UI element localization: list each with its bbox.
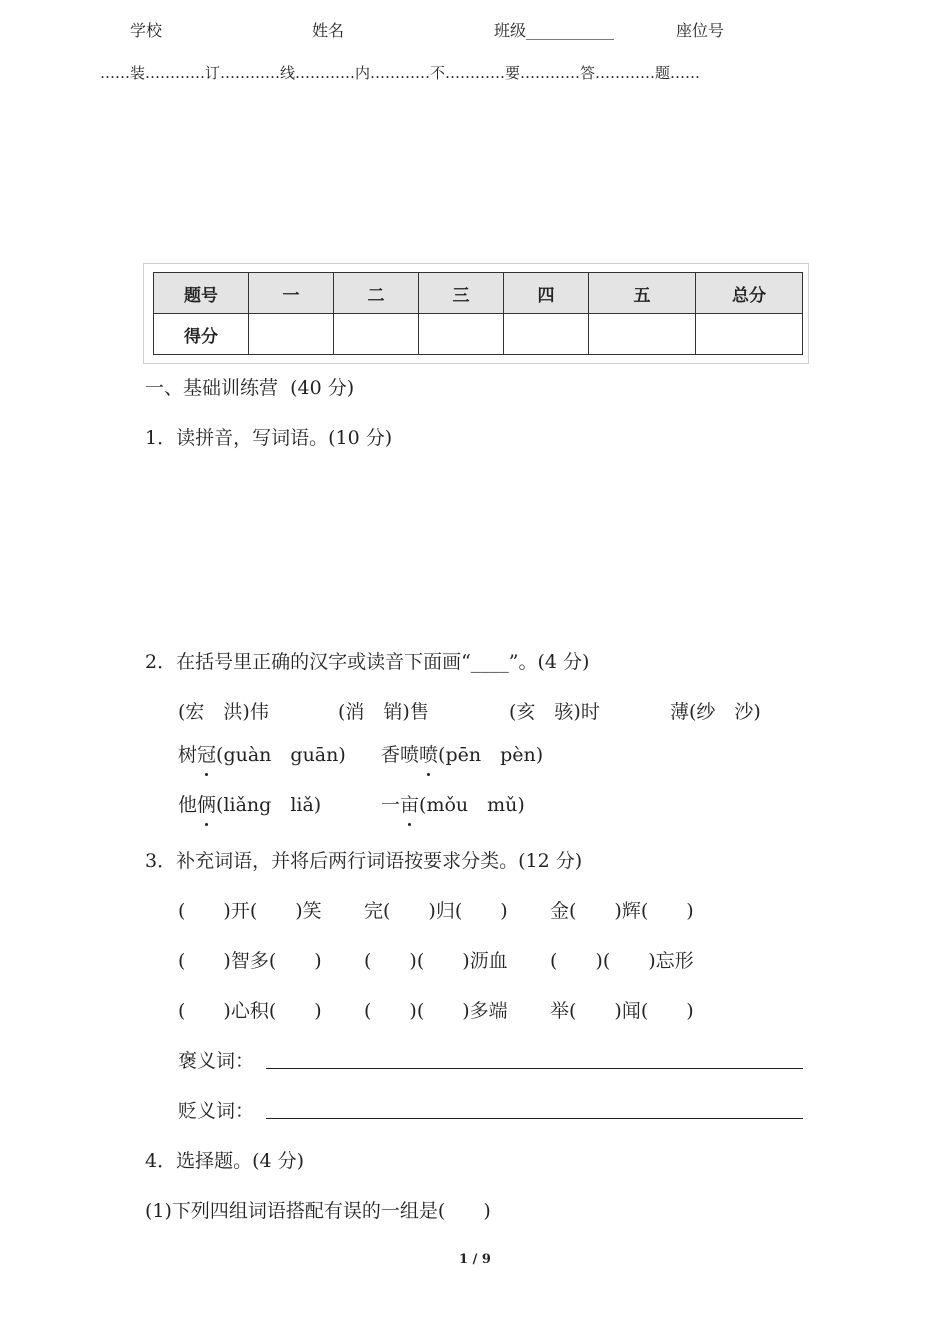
question-2: 2．在括号里正确的汉字或读音下面画“____”。(4 分): [145, 651, 590, 673]
choice-item: 薄(纱 沙): [670, 701, 761, 723]
fill-blank-item[interactable]: ( )智多( ): [178, 950, 322, 972]
score-cell[interactable]: [589, 314, 696, 355]
question-4: 4．选择题。(4 分): [145, 1150, 305, 1172]
fill-blank-item[interactable]: 举( )闻( ): [550, 1000, 694, 1022]
choice-item: (亥 骇)时: [509, 701, 600, 723]
seat-label: 座位号: [676, 21, 725, 40]
pinyin-item: 树冠(guàn guān): [178, 740, 346, 767]
derogatory-words-label: 贬义词：: [178, 1100, 255, 1122]
score-header-cell: 四: [504, 273, 589, 314]
pinyin-item: 他俩(liǎng liǎ): [178, 790, 321, 817]
score-table: [153, 272, 803, 355]
score-cell[interactable]: [419, 314, 504, 355]
fill-blank-item[interactable]: ( )( )多端: [364, 1000, 508, 1022]
score-cell[interactable]: [504, 314, 589, 355]
section-title: 一、基础训练营 (40 分): [145, 377, 355, 399]
binding-line: ……装…………订…………线…………内…………不…………要…………答…………题……: [100, 64, 701, 82]
score-cell[interactable]: [696, 314, 803, 355]
derogatory-words-answer-line[interactable]: [266, 1118, 803, 1119]
class-label: 班级___________: [494, 21, 615, 40]
score-header-cell: 题号: [154, 273, 249, 314]
school-label: 学校: [130, 21, 163, 40]
fill-blank-item[interactable]: 完( )归( ): [364, 900, 508, 922]
choice-item: (消 销)售: [338, 701, 429, 723]
praise-words-answer-line[interactable]: [266, 1068, 803, 1069]
choice-item: (宏 洪)伟: [178, 701, 269, 723]
score-header-cell: 五: [589, 273, 696, 314]
fill-blank-item[interactable]: ( )( )忘形: [550, 950, 694, 972]
praise-words-label: 褒义词：: [178, 1050, 255, 1072]
pinyin-item: 香喷喷(pēn pèn): [381, 740, 543, 767]
score-header-cell: 总分: [696, 273, 803, 314]
fill-blank-item[interactable]: 金( )辉( ): [550, 900, 694, 922]
page-number: 1 / 9: [459, 1252, 491, 1267]
question-1: 1．读拼音，写词语。(10 分): [145, 427, 393, 449]
question-3: 3．补充词语，并将后两行词语按要求分类。(12 分): [145, 850, 583, 872]
score-header-cell: 三: [419, 273, 504, 314]
score-header-cell: 一: [249, 273, 334, 314]
fill-blank-item[interactable]: ( )开( )笑: [178, 900, 322, 922]
pinyin-item: 一亩(mǒu mǔ): [381, 790, 525, 817]
name-label: 姓名: [312, 21, 345, 40]
score-cell[interactable]: [334, 314, 419, 355]
fill-blank-item[interactable]: ( )( )沥血: [364, 950, 508, 972]
score-row-label: 得分: [154, 314, 249, 355]
score-cell[interactable]: [249, 314, 334, 355]
fill-blank-item[interactable]: ( )心积( ): [178, 1000, 322, 1022]
score-header-cell: 二: [334, 273, 419, 314]
question-4-1: (1)下列四组词语搭配有误的一组是( ): [145, 1200, 491, 1222]
